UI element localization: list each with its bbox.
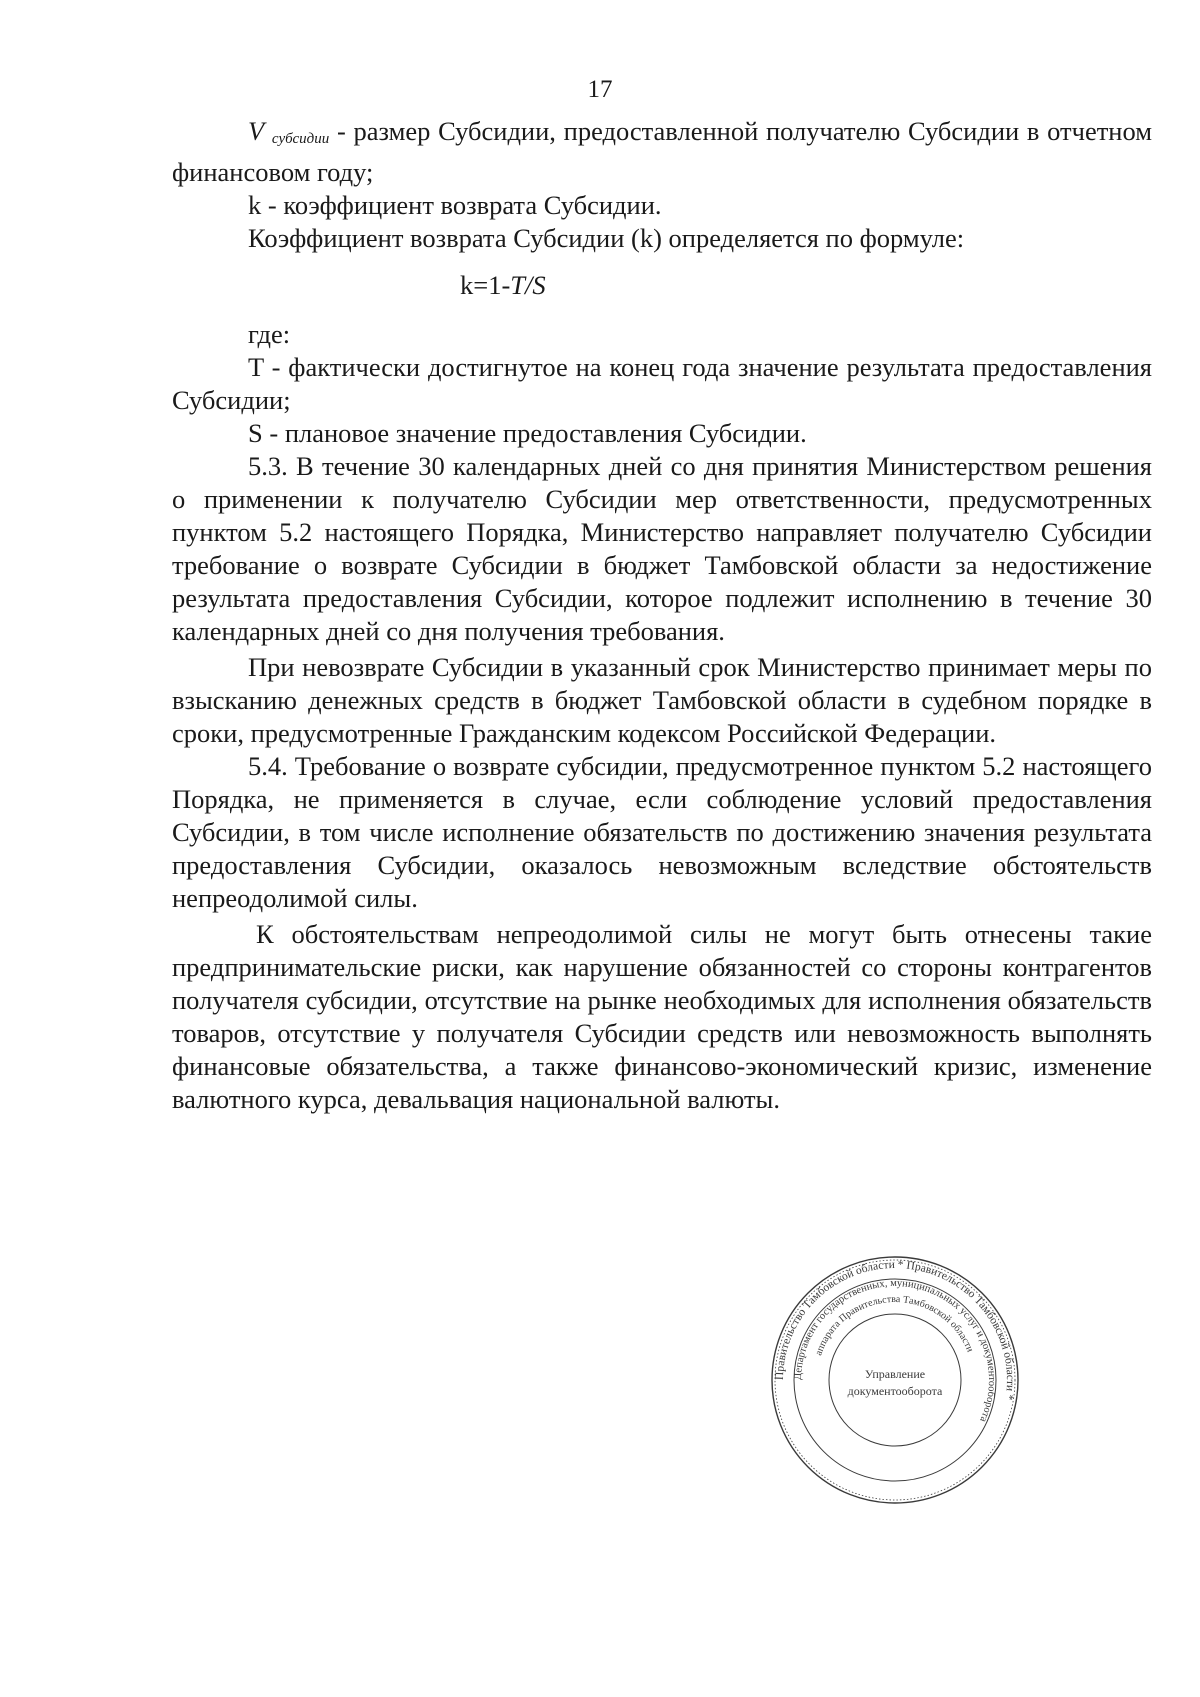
paragraph-s-definition: S - плановое значение предоставления Субсидии. (248, 418, 807, 448)
page-number: 17 (587, 76, 613, 103)
stamp-outer-ring-text: Правительство Тамбовской области * Правительство Тамбовской области * (773, 1258, 1017, 1401)
stamp-middle-ring-text: Департамент государственных, муниципальных услуг и документооборота (792, 1277, 998, 1424)
formula (172, 269, 1152, 302)
stamp-center-line2: документооборота (847, 1384, 943, 1398)
paragraph-5-4: 5.4. Требование о возврате субсидии, предусмотренное пунктом 5.2 настоящего Порядка, не применяется в случае, если соблюдение условий предоставления Субсидии, в том числе исполнение обязательств по достижению значения результата предоставления Субсидии, оказалось невозможным вследствие обстоятельств непреодолимой силы. (172, 751, 1152, 913)
paragraph-where: где: (248, 319, 291, 349)
formula-prefix: k=1- (460, 270, 511, 300)
paragraph-k-formula-intro: Коэффициент возврата Субсидии (k) определяется по формуле: (248, 223, 965, 253)
v-description: - размер Субсидии, предоставленной получателю Субсидии в отчетном финансовом году; (172, 116, 1153, 187)
paragraph-t-definition: T - фактически достигнутое на конец года значение результата предоставления Субсидии; (172, 352, 1152, 415)
paragraph-force-majeure: К обстоятельствам непреодолимой силы не могут быть отнесены такие предпринимательские риски, как нарушение обязанностей со стороны контрагентов получателя субсидии, отсутствие на рынке необходимых для исполнения обязательств товаров, отсутствие у получателя Субсидии средств или невозможность выполнять финансовые обязательства, а также финансово-экономический кризис, изменение валютного курса, девальвация национальной валюты. (172, 919, 1152, 1114)
paragraph-5-3: 5.3. В течение 30 календарных дней со дня принятия Министерством решения о применении к получателю Субсидии мер ответственности, предусмотренных пунктом 5.2 настоящего Порядка, Министерство направляет получателю Субсидии требование о возврате Субсидии в бюджет Тамбовской области за недостижение результата предоставления Субсидии, которое подлежит исполнению в течение 30 календарных дней со дня получения требования. (172, 451, 1152, 646)
stamp-inner-ring-text: аппарата Правительства Тамбовской области (813, 1293, 976, 1357)
seal-stamp (770, 1255, 1020, 1505)
document-body (172, 115, 1152, 1116)
stamp-center-line1: Управление (864, 1367, 926, 1381)
v-variable: V (248, 116, 265, 146)
v-subscript: субсидии (271, 131, 330, 147)
paragraph-k-definition: k - коэффициент возврата Субсидии. (248, 190, 662, 220)
paragraph-v-definition (172, 115, 1152, 189)
paragraph-nonreturn: При невозврате Субсидии в указанный срок Министерство принимает меры по взысканию денежных средств в бюджет Тамбовской области в судебном порядке в сроки, предусмотренные Гражданским кодексом Российской Федерации. (172, 652, 1152, 748)
scan-edge (0, 0, 6, 1697)
formula-expression: T/S (510, 270, 546, 300)
